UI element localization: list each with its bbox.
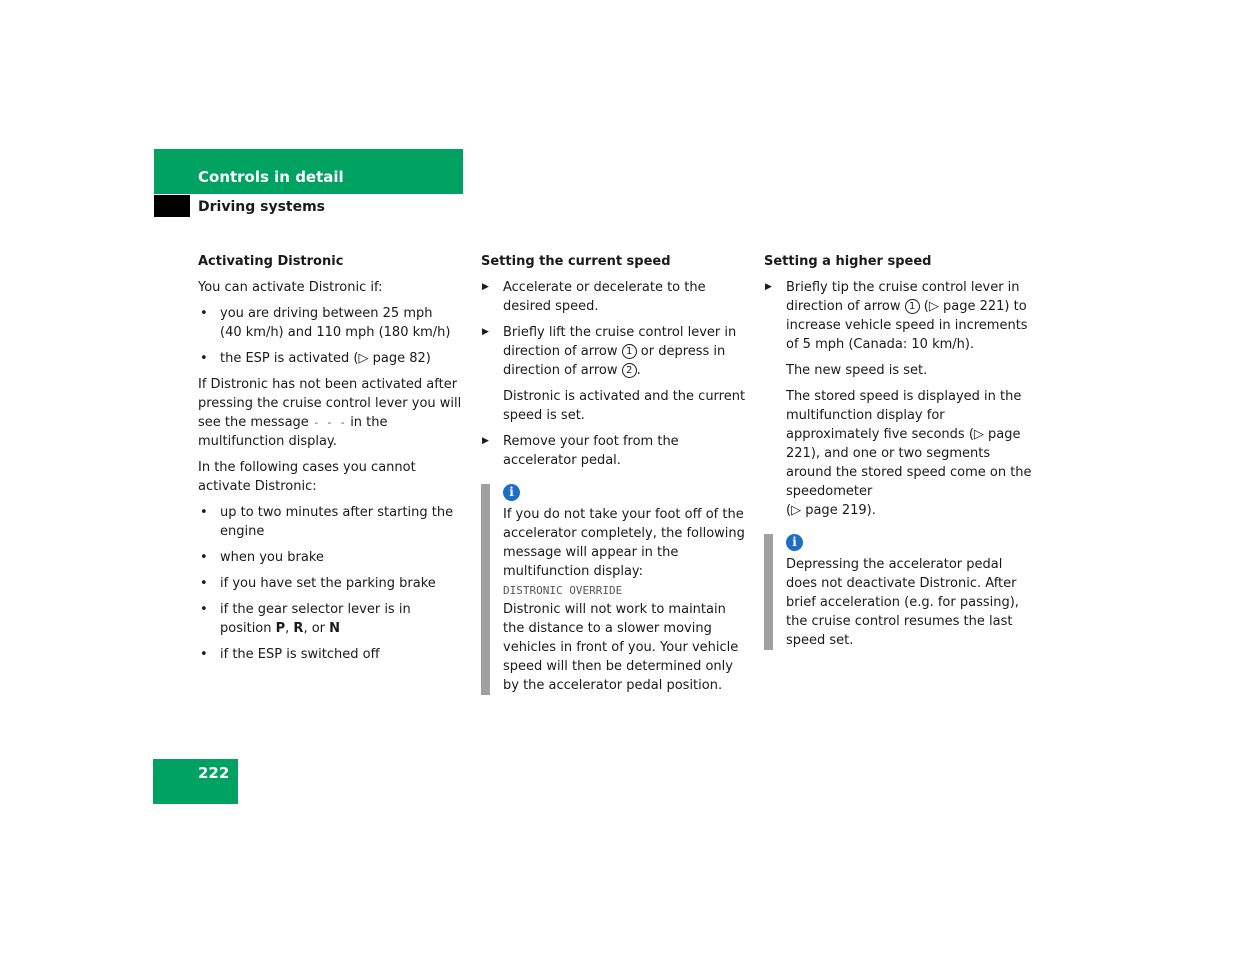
subsection-title: Driving systems [198, 199, 326, 215]
arrow-1-marker: 1 [905, 299, 920, 314]
result-text: ( [786, 503, 792, 518]
display-message: - - - [312, 416, 347, 429]
step-item: ▶ Accelerate or decelerate to the desired speed. [481, 278, 749, 316]
column-activating-distronic [198, 252, 466, 671]
info-text: Depressing the accelerator pedal does not deactivate Distronic. After brief acceleration (e.g. for passing), the cruise control resumes the last speed set. [786, 557, 1019, 648]
list-item [198, 349, 466, 368]
arrow-1-marker: 1 [622, 344, 637, 359]
step-text: ( [919, 299, 929, 314]
list-item: • if you have set the parking brake [198, 574, 466, 593]
step-result [764, 387, 1032, 520]
gear-p: P [275, 621, 286, 636]
page-reference: page 219). [805, 503, 876, 518]
info-icon: i [786, 534, 803, 551]
step-text: Briefly lift the cruise control lever in direction of arrow [503, 325, 737, 359]
page-ref-icon: ▷ [358, 351, 369, 366]
info-icon: i [503, 484, 520, 501]
step-result: The new speed is set. [786, 363, 928, 378]
info-box [764, 534, 1032, 650]
page-ref-icon: ▷ [928, 299, 939, 314]
list-item-text: (40 km/h) and 110 mph (180 km/h) [220, 325, 451, 340]
list-item: • up to two minutes after starting the engine [198, 503, 466, 541]
result-text: The stored speed is displayed in the multifunction display for approximately five seconds ( [786, 389, 1022, 442]
list-item-text: if the gear selector lever is in position [220, 602, 411, 636]
list-item: • if the ESP is switched off [198, 645, 466, 664]
info-text: Distronic will not work to maintain the distance to a slower moving vehicles in front of you. Your vehicle speed will then be determined only by the accelerator pedal position. [503, 602, 739, 693]
column-setting-current-speed [481, 252, 749, 695]
section-title: Controls in detail [198, 168, 344, 186]
list-item [198, 304, 466, 342]
step-item: ▶ Remove your foot from the accelerator pedal. [481, 432, 749, 470]
display-message: DISTRONIC OVERRIDE [503, 584, 623, 597]
page-reference: page 82) [372, 351, 431, 366]
page-number: 222 [198, 764, 230, 782]
info-box [481, 484, 749, 695]
paragraph-cases: In the following cases you cannot activate Distronic: [198, 460, 416, 494]
step-text: or depress in direction of arrow [503, 344, 726, 378]
page-reference: page 221) to increase vehicle speed in increments of 5 mph (Canada: 10 km/h). [786, 299, 1028, 352]
paragraph-intro: You can activate Distronic if: [198, 280, 383, 295]
list-item: • when you brake [198, 548, 466, 567]
list-item [198, 600, 466, 638]
info-text: If you do not take your foot off of the accelerator completely, the following message will appear in the multifunction display: [503, 507, 745, 579]
page-reference: page 221), and one or two segments around the stored speed come on the speedometer [786, 427, 1032, 499]
column-setting-higher-speed [764, 252, 1032, 650]
paragraph-message [198, 375, 466, 451]
heading-activating-distronic: Activating Distronic [198, 254, 344, 269]
step-text: . [636, 363, 641, 378]
info-bar [764, 534, 773, 650]
step-item [764, 278, 1032, 354]
separator: , [285, 621, 294, 636]
paragraph-text: in the multifunction display. [198, 415, 388, 449]
heading-setting-current-speed: Setting the current speed [481, 254, 671, 269]
gear-n: N [329, 621, 341, 636]
subsection-marker [154, 195, 190, 217]
heading-setting-higher-speed: Setting a higher speed [764, 254, 932, 269]
paragraph-text: If Distronic has not been activated after pressing the cruise control lever you will see the message [198, 377, 462, 430]
list-item-text: you are driving between 25 mph [220, 306, 433, 321]
gear-r: R [293, 621, 304, 636]
step-item [481, 323, 749, 380]
list-item-text: the ESP is activated ( [220, 351, 359, 366]
page-ref-icon: ▷ [973, 427, 984, 442]
info-bar [481, 484, 490, 695]
step-text: Briefly tip the cruise control lever in direction of arrow [786, 280, 1020, 314]
separator: , or [303, 621, 330, 636]
arrow-2-marker: 2 [622, 363, 637, 378]
page-ref-icon: ▷ [791, 503, 802, 518]
step-result: Distronic is activated and the current speed is set. [503, 389, 746, 423]
